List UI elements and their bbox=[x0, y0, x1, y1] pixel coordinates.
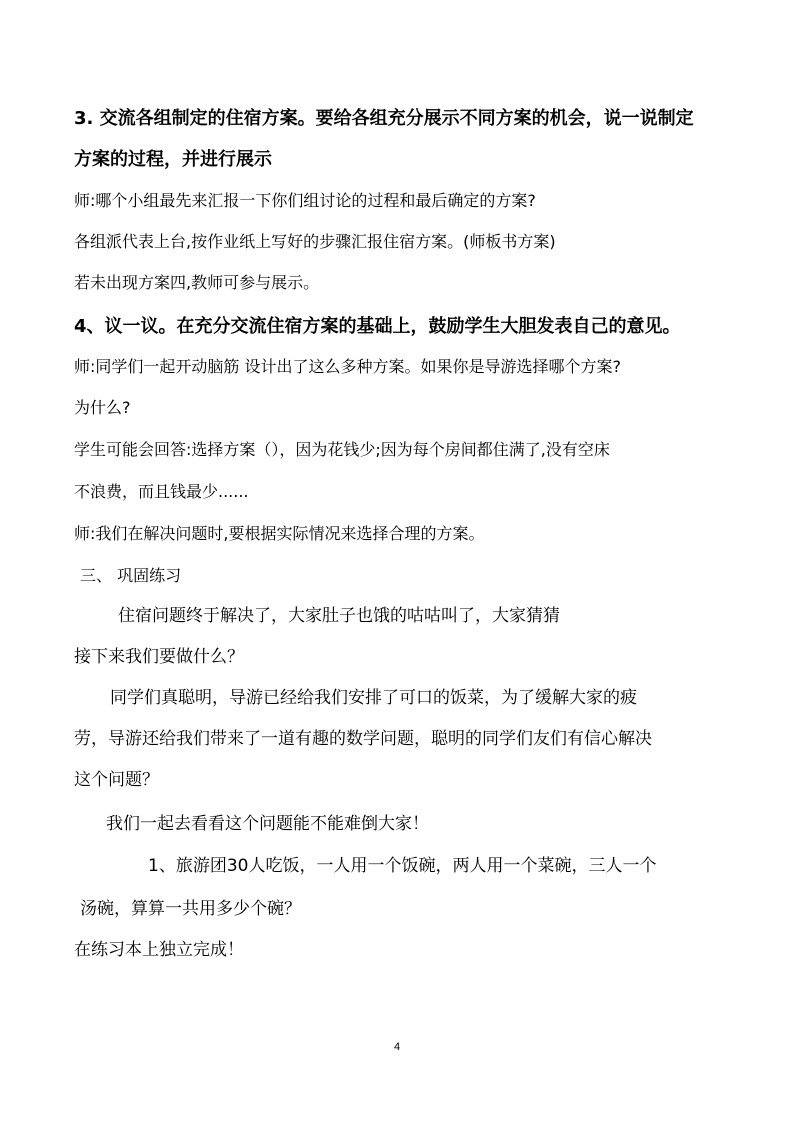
teacher-summary-paragraph: 师:我们在解决问题时,要根据实际情况来选择合理的方案。 bbox=[74, 524, 485, 543]
challenge-paragraph: 我们一起去看看这个问题能不能难倒大家！ bbox=[106, 814, 429, 834]
guide-paragraph-line-3: 这个问题？ bbox=[74, 770, 159, 790]
group-report-paragraph: 各组派代表上台,按作业纸上写好的步骤汇报住宿方案。(师板书方案) bbox=[74, 232, 556, 251]
section-3-line-2: 方案的过程，并进行展示 bbox=[74, 149, 272, 170]
plan-four-note-paragraph: 若未出现方案四,教师可参与展示。 bbox=[74, 273, 320, 292]
teacher-prompt-line-1: 师:同学们一起开动脑筋 设计出了这么多种方案。如果你是导游选择哪个方案? bbox=[74, 357, 621, 376]
guide-paragraph-line-1: 同学们真聪明，导游已经给我们安排了可口的饭菜，为了缓解大家的疲 bbox=[110, 688, 637, 708]
teacher-prompt-line-2: 为什么? bbox=[74, 398, 131, 417]
section-three-heading: 三、 巩固练习 bbox=[80, 566, 182, 585]
intro-line-2: 接下来我们要做什么？ bbox=[74, 647, 244, 667]
student-answer-line-2: 不浪费，而且钱最少...... bbox=[74, 482, 249, 501]
intro-line-1: 住宿问题终于解决了，大家肚子也饿的咕咕叫了，大家猜猜 bbox=[118, 606, 560, 626]
student-answer-line-1: 学生可能会回答:选择方案（），因为花钱少;因为每个房间都住满了,没有空床 bbox=[74, 440, 610, 459]
section-3-line-1: 3. 交流各组制定的住宿方案。要给各组充分展示不同方案的机会，说一说制定 bbox=[74, 108, 694, 129]
page-number: 4 bbox=[394, 1041, 401, 1053]
teacher-question-paragraph: 师:哪个小组最先来汇报一下你们组讨论的过程和最后确定的方案? bbox=[74, 191, 536, 210]
exercise-1-line-1: 1、旅游团30人吃饭，一人用一个饭碗，两人用一个菜碗，三人一个 bbox=[148, 856, 657, 876]
guide-paragraph-line-2: 劳，导游还给我们带来了一道有趣的数学问题，聪明的同学们友们有信心解决 bbox=[74, 729, 652, 749]
independent-work-paragraph: 在练习本上独立完成！ bbox=[74, 940, 244, 960]
section-4-heading: 4、议一议。在充分交流住宿方案的基础上，鼓励学生大胆发表自己的意见。 bbox=[74, 316, 681, 337]
exercise-1-line-2: 汤碗，算算一共用多少个碗？ bbox=[80, 899, 301, 919]
